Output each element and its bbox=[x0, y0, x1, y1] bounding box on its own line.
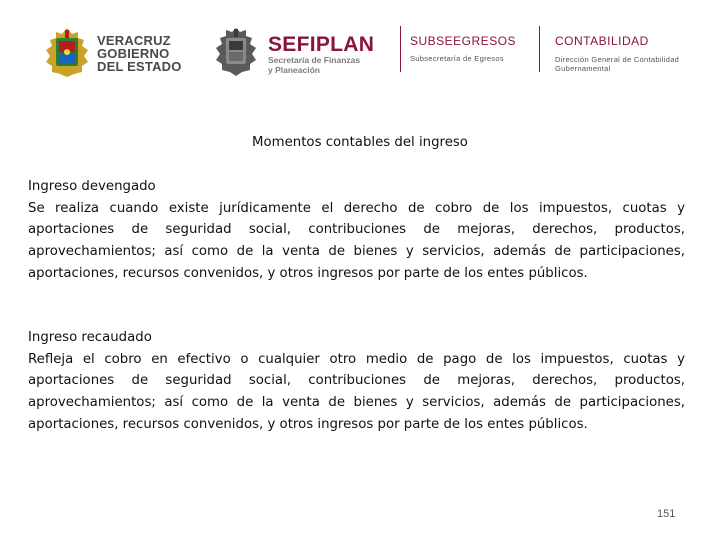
page-number: 151 bbox=[657, 508, 676, 520]
sefiplan-title: SEFIPLAN bbox=[268, 33, 375, 56]
unit2-title: CONTABILIDAD bbox=[555, 34, 649, 48]
veracruz-line-1: VERACRUZ bbox=[97, 33, 171, 48]
section-text: Refleja el cobro en efectivo o cualquier otro medio de pago de los impuestos, cuotas y aportaciones de seguridad social, contribuciones de mejoras, derechos, productos, aprovechamientos; así como de la venta de bienes y servicios, además de participaciones, aportaciones, recursos convenidos, y otros ingresos por parte de los entes públicos. bbox=[28, 351, 685, 432]
sefiplan-subtitle-line-2: y Planeación bbox=[268, 65, 320, 75]
veracruz-line-3: DEL ESTADO bbox=[97, 59, 182, 74]
veracruz-coat-of-arms-icon bbox=[44, 26, 90, 78]
unit1-subtitle bbox=[410, 54, 504, 63]
veracruz-line-2: GOBIERNO bbox=[97, 46, 170, 61]
section-ingreso-devengado bbox=[28, 176, 685, 285]
sefiplan-emblem-icon bbox=[214, 26, 258, 78]
section-heading: Ingreso devengado bbox=[28, 179, 156, 194]
unit2-subtitle bbox=[555, 55, 679, 73]
sefiplan-subtitle-line-1: Secretaría de Finanzas bbox=[268, 55, 361, 65]
section-ingreso-recaudado bbox=[28, 327, 685, 436]
header bbox=[0, 0, 720, 100]
divider-1 bbox=[400, 26, 401, 72]
sefiplan-subtitle bbox=[268, 55, 360, 75]
divider-2 bbox=[539, 26, 540, 72]
unit1-title: SUBSEEGRESOS bbox=[410, 34, 517, 48]
section-text: Se realiza cuando existe jurídicamente el derecho de cobro de los impuestos, cuotas y aportaciones de seguridad social, contribuciones de mejoras, derechos, productos, aprovechamientos; así como de la venta de bienes y servicios, además de participaciones, aportaciones, recursos convenidos, y otros ingresos por parte de los entes públicos. bbox=[28, 200, 685, 281]
veracruz-logo-text bbox=[97, 34, 182, 73]
unit1-subtitle-line-1: Subsecretaría de Egresos bbox=[410, 54, 504, 63]
page-title: Momentos contables del ingreso bbox=[252, 135, 468, 150]
unit2-subtitle-line-2: Gubernamental bbox=[555, 64, 611, 73]
section-heading: Ingreso recaudado bbox=[28, 330, 152, 345]
unit2-subtitle-line-1: Dirección General de Contabilidad bbox=[555, 55, 680, 64]
